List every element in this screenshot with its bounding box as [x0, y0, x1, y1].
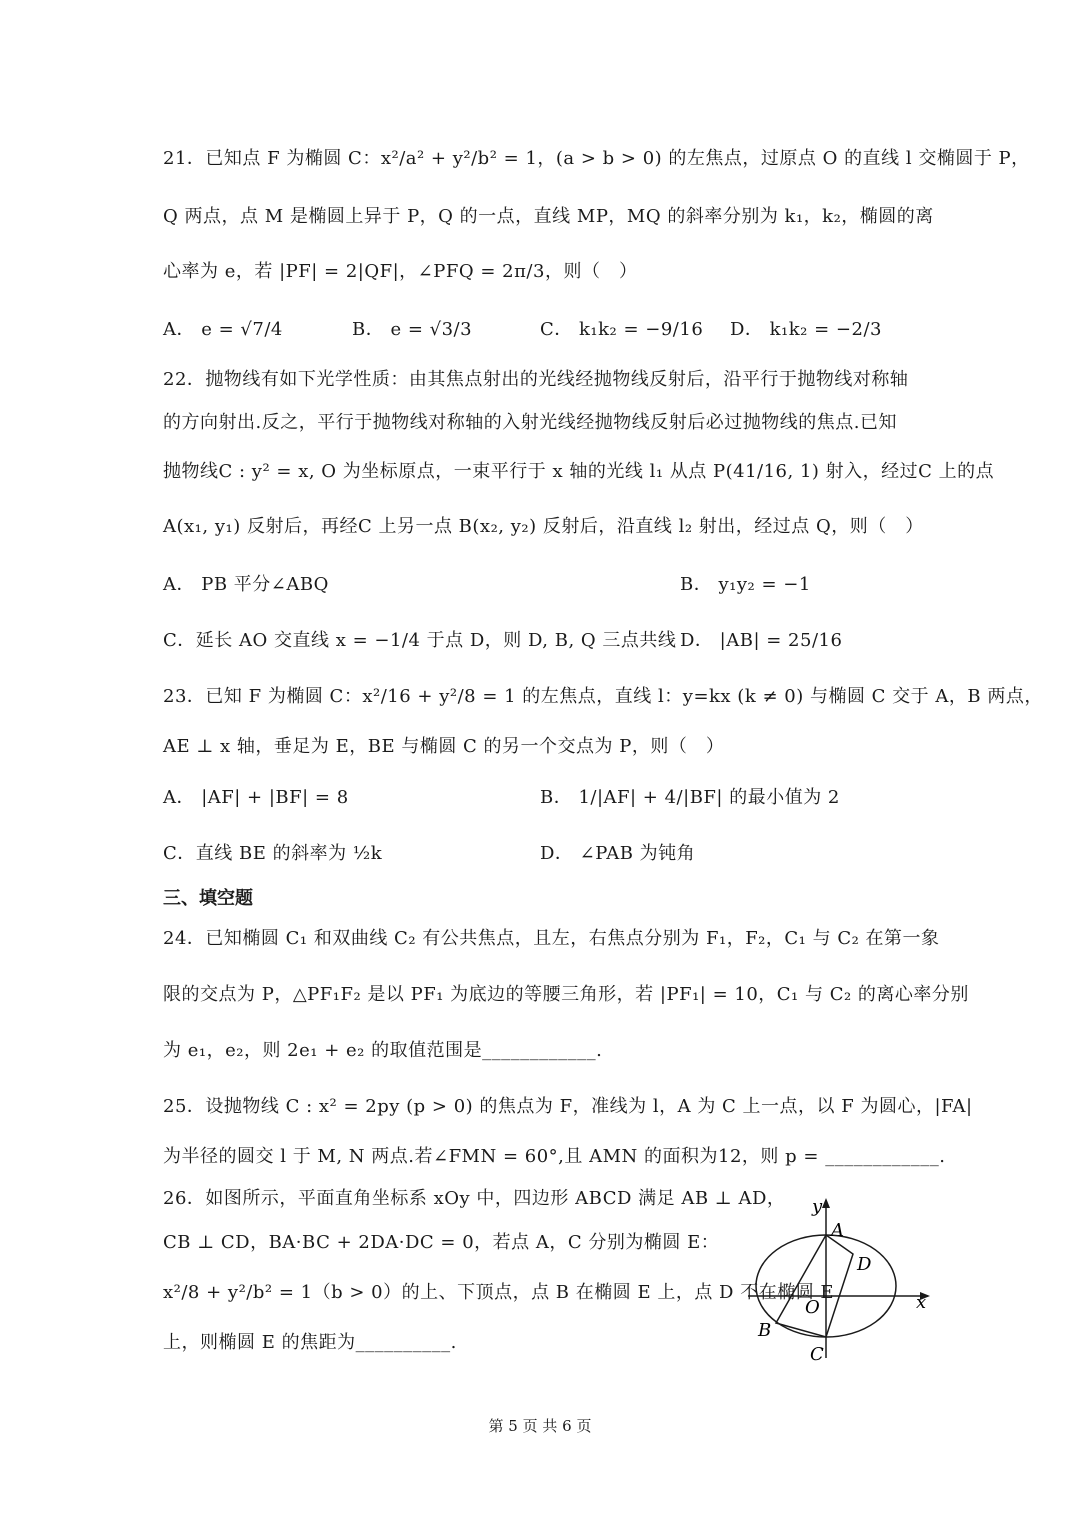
q22-line3: 抛物线C : y² = x, O 为坐标原点，一束平行于 x 轴的光线 l₁ 从点 P(41/16, 1) 射入，经过C 上的点 — [163, 461, 995, 482]
y-axis-arrow — [822, 1198, 830, 1208]
q26-line2: CB ⊥ CD，BA·BC + 2DA·DC = 0，若点 A，C 分别为椭圆 E： — [163, 1232, 720, 1253]
q21-line1: 21．已知点 F 为椭圆 C：x²/a² + y²/b² = 1，(a > b > 0) 的左焦点，过原点 O 的直线 l 交椭圆于 P， — [163, 148, 1030, 169]
q23-option-a: A． |AF| + |BF| = 8 — [163, 787, 349, 808]
q22-option-c: C．延长 AO 交直线 x = −1/4 于点 D，则 D, B, Q 三点共线 — [163, 630, 677, 651]
q23-option-d: D． ∠PAB 为钝角 — [540, 843, 696, 864]
page-footer: 第 5 页 共 6 页 — [488, 1417, 592, 1435]
q24-line1: 24．已知椭圆 C₁ 和双曲线 C₂ 有公共焦点，且左，右焦点分别为 F₁，F₂，C₁ 与 C₂ 在第一象 — [163, 928, 940, 949]
q21-option-d: D． k₁k₂ = −2/3 — [730, 319, 882, 340]
q21-option-c: C． k₁k₂ = −9/16 — [540, 319, 704, 340]
q22-option-a: A． PB 平分∠ABQ — [163, 574, 329, 595]
q22-option-d: D． |AB| = 25/16 — [680, 630, 843, 651]
label-o: O — [805, 1297, 820, 1318]
q22-line2: 的方向射出.反之，平行于抛物线对称轴的入射光线经抛物线反射后必过抛物线的焦点.已知 — [163, 412, 897, 433]
q22-option-b: B． y₁y₂ = −1 — [680, 574, 811, 595]
q24-line3: 为 e₁，e₂，则 2e₁ + e₂ 的取值范围是____________. — [163, 1040, 603, 1061]
q21-line2: Q 两点，点 M 是椭圆上异于 P，Q 的一点，直线 MP，MQ 的斜率分别为 k₁，k₂，椭圆的离 — [163, 206, 934, 227]
section-title-fill-in: 三、填空题 — [163, 888, 253, 909]
q21-option-b: B． e = √3/3 — [352, 319, 473, 340]
q22-line1: 22．抛物线有如下光学性质：由其焦点射出的光线经抛物线反射后，沿平行于抛物线对称轴 — [163, 369, 909, 390]
quadrilateral-abcd — [776, 1235, 853, 1337]
label-d: D — [857, 1254, 872, 1275]
label-c: C — [810, 1344, 824, 1365]
q21-line3: 心率为 e，若 |PF| = 2|QF|，∠PFQ = 2π/3，则（ ） — [163, 261, 638, 282]
q23-line2: AE ⊥ x 轴，垂足为 E，BE 与椭圆 C 的另一个交点为 P，则（ ） — [163, 736, 725, 757]
label-b: B — [758, 1320, 772, 1341]
q25-line1: 25．设抛物线 C : x² = 2py (p > 0) 的焦点为 F，准线为 l，A 为 C 上一点，以 F 为圆心，|FA| — [163, 1096, 973, 1117]
q26-line4: 上，则椭圆 E 的焦距为__________. — [163, 1332, 457, 1353]
q26-line3: x²/8 + y²/b² = 1（b > 0）的上、下顶点，点 B 在椭圆 E 上，点 D 不在椭圆 E — [163, 1282, 835, 1303]
q24-line2: 限的交点为 P，△PF₁F₂ 是以 PF₁ 为底边的等腰三角形，若 |PF₁| = 10，C₁ 与 C₂ 的离心率分别 — [163, 984, 969, 1005]
q26-line1: 26．如图所示，平面直角坐标系 xOy 中，四边形 ABCD 满足 AB ⊥ AD， — [163, 1188, 786, 1209]
label-a: A — [831, 1220, 844, 1241]
q25-line2: 为半径的圆交 l 于 M, N 两点.若∠FMN = 60°,且 AMN 的面积为12，则 p = ____________. — [163, 1146, 946, 1167]
q23-line1: 23．已知 F 为椭圆 C：x²/16 + y²/8 = 1 的左焦点，直线 l：y=kx (k ≠ 0) 与椭圆 C 交于 A，B 两点， — [163, 686, 1043, 707]
label-x: x — [916, 1292, 927, 1313]
q23-option-c: C．直线 BE 的斜率为 ½k — [163, 843, 383, 864]
q22-line4: A(x₁, y₁) 反射后，再经C 上另一点 B(x₂, y₂) 反射后，沿直线 l₂ 射出，经过点 Q，则（ ） — [163, 516, 924, 537]
label-y: y — [812, 1196, 823, 1217]
q21-option-a: A． e = √7/4 — [163, 319, 283, 340]
q26-figure — [740, 1190, 940, 1370]
q23-option-b: B． 1/|AF| + 4/|BF| 的最小值为 2 — [540, 787, 840, 808]
